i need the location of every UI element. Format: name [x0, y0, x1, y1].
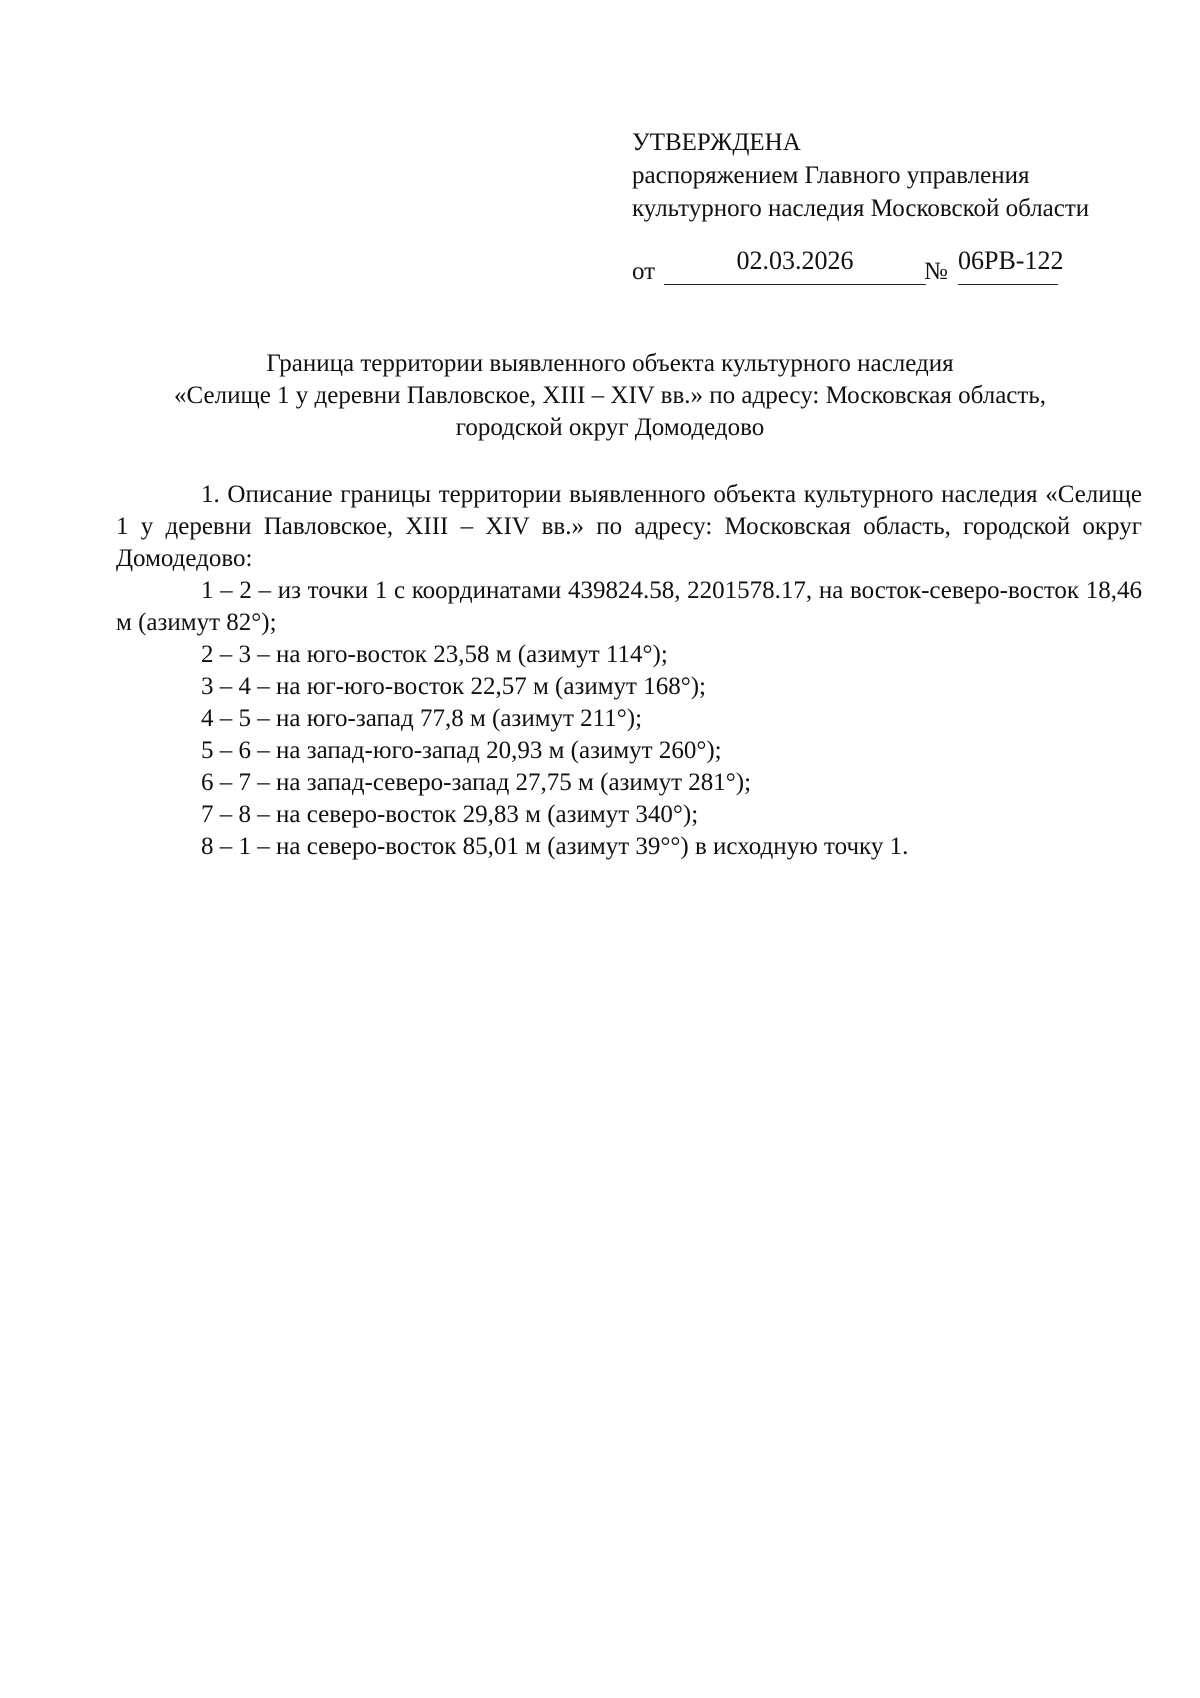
number-prefix: №	[924, 258, 948, 285]
date-prefix: от	[632, 258, 656, 285]
approval-heading: УТВЕРЖДЕНА	[632, 129, 801, 156]
document-body	[116, 479, 1142, 863]
title-line-2: «Селище 1 у деревни Павловское, XIII – XIV вв.» по адресу: Московская область,	[174, 382, 1046, 409]
boundary-segment: 7 – 8 – на северо-восток 29,83 м (азимут 340°);	[201, 801, 699, 828]
boundary-segment-first: 1 – 2 – из точки 1 с координатами 439824.58, 2201578.17, на восток-северо-восток 18,46 м (азимут 82°);	[116, 577, 1142, 636]
document-title	[110, 348, 1110, 444]
approval-stamp	[632, 126, 1152, 225]
title-line-1: Граница территории выявленного объекта культурного наследия	[266, 350, 954, 377]
boundary-segment: 5 – 6 – на запад-юго-запад 20,93 м (азимут 260°);	[201, 737, 722, 764]
boundary-intro: 1. Описание границы территории выявленного объекта культурного наследия «Селище 1 у деревни Павловское, XIII – XIV вв.» по адресу: Московская область, городской округ Домодедово:	[116, 481, 1142, 572]
boundary-segment: 2 – 3 – на юго-восток 23,58 м (азимут 114°);	[201, 641, 668, 668]
approval-line-1: распоряжением Главного управления	[632, 162, 1030, 189]
approval-line-2: культурного наследия Московской области	[632, 195, 1090, 222]
boundary-segment: 6 – 7 – на запад-северо-запад 27,75 м (азимут 281°);	[201, 769, 752, 796]
boundary-segment: 8 – 1 – на северо-восток 85,01 м (азимут 39°°) в исходную точку 1.	[201, 833, 909, 860]
approval-date: 02.03.2026	[664, 244, 926, 285]
boundary-segment: 3 – 4 – на юг-юго-восток 22,57 м (азимут 168°);	[201, 673, 706, 700]
title-line-3: городской округ Домодедово	[455, 414, 765, 441]
boundary-segment: 4 – 5 – на юго-запад 77,8 м (азимут 211°);	[201, 705, 643, 732]
approval-number: 06РВ-122	[958, 244, 1058, 285]
approval-dateline	[632, 244, 1152, 290]
